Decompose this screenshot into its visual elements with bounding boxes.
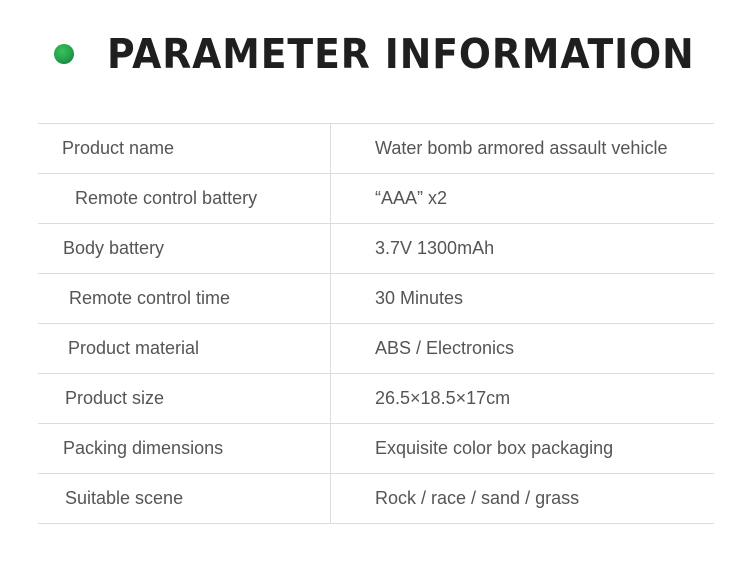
row-value: 30 Minutes — [375, 288, 464, 308]
row-value: Water bomb armored assault vehicle — [375, 138, 668, 158]
row-label: Suitable scene — [65, 488, 184, 508]
table-row — [38, 274, 714, 324]
table-row — [38, 174, 714, 224]
column-divider — [330, 324, 331, 373]
row-label: Product name — [62, 138, 175, 158]
table-row — [38, 424, 714, 474]
row-label: Product size — [65, 388, 165, 408]
row-label: Product material — [68, 338, 200, 358]
column-divider — [330, 174, 331, 223]
column-divider — [330, 224, 331, 273]
row-label: Body battery — [63, 238, 165, 258]
parameter-table — [38, 123, 714, 524]
green-bullet-icon — [54, 44, 74, 64]
row-label: Remote control time — [69, 288, 231, 308]
row-value: “AAA” x2 — [375, 188, 448, 208]
row-label: Remote control battery — [75, 188, 258, 208]
column-divider — [330, 424, 331, 473]
table-row — [38, 224, 714, 274]
column-divider — [330, 274, 331, 323]
column-divider — [330, 474, 331, 523]
section-title: PARAMETER INFORMATION — [107, 30, 695, 78]
row-label: Packing dimensions — [63, 438, 224, 458]
row-value: 3.7V 1300mAh — [375, 238, 495, 258]
table-row — [38, 124, 714, 174]
column-divider — [330, 124, 331, 173]
section-header — [0, 24, 750, 84]
row-value: 26.5×18.5×17cm — [375, 388, 511, 408]
column-divider — [330, 374, 331, 423]
table-row — [38, 374, 714, 424]
table-row — [38, 474, 714, 524]
table-row — [38, 324, 714, 374]
row-value: Exquisite color box packaging — [375, 438, 614, 458]
row-value: ABS / Electronics — [375, 338, 515, 358]
row-value: Rock / race / sand / grass — [375, 488, 580, 508]
